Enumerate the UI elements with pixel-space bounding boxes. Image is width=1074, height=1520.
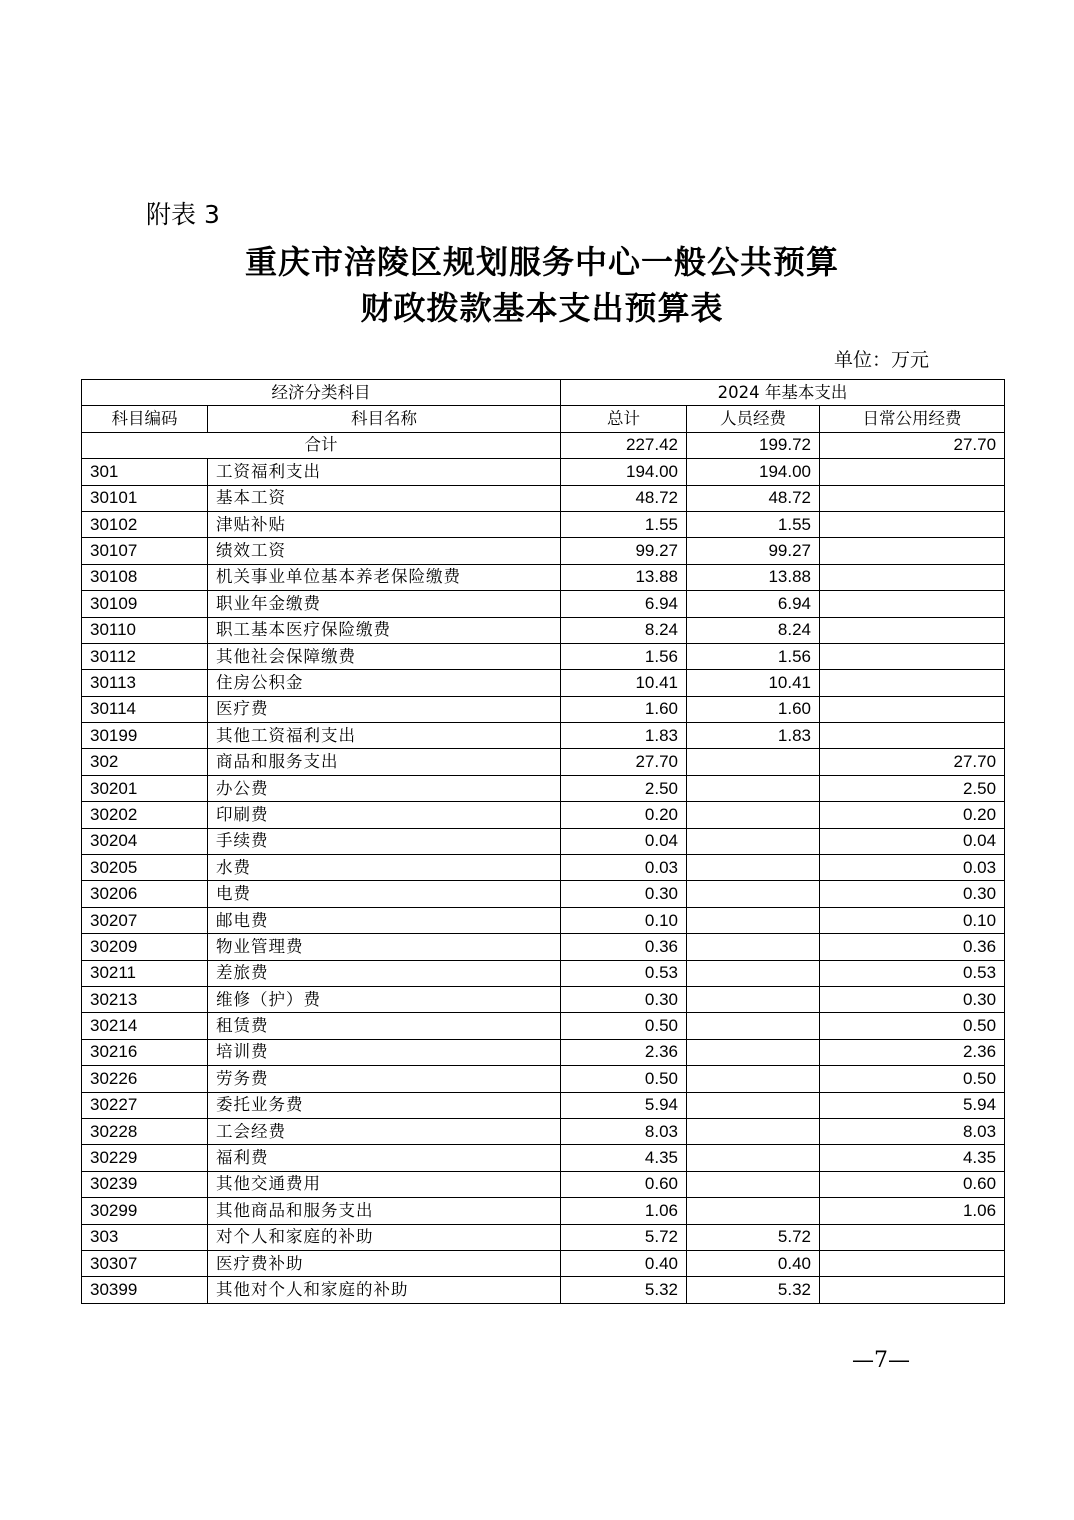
document-title-line-1: 重庆市涪陵区规划服务中心一般公共预算 (244, 243, 839, 281)
row-personnel (687, 775, 820, 801)
row-personnel: 8.24 (687, 617, 820, 643)
row-total: 5.94 (561, 1092, 687, 1118)
page-number: —7— (852, 1348, 910, 1373)
row-total: 0.36 (561, 934, 687, 960)
row-total: 8.24 (561, 617, 687, 643)
row-public: 0.60 (820, 1171, 1005, 1197)
row-code: 30114 (82, 696, 208, 722)
row-public (820, 511, 1005, 537)
table-row (82, 1092, 1005, 1118)
row-total: 0.04 (561, 828, 687, 854)
row-code: 30112 (82, 643, 208, 669)
row-total: 0.50 (561, 1066, 687, 1092)
row-total: 5.32 (561, 1277, 687, 1303)
row-personnel (687, 828, 820, 854)
table-row (82, 1224, 1005, 1250)
row-name: 其他社会保障缴费 (208, 643, 561, 669)
row-name: 其他交通费用 (208, 1171, 561, 1197)
row-total: 1.56 (561, 643, 687, 669)
row-name: 其他对个人和家庭的补助 (208, 1277, 561, 1303)
row-total: 1.60 (561, 696, 687, 722)
table-row (82, 934, 1005, 960)
row-public (820, 723, 1005, 749)
table-row (82, 986, 1005, 1012)
row-public (820, 538, 1005, 564)
row-total: 0.30 (561, 986, 687, 1012)
row-name: 职业年金缴费 (208, 591, 561, 617)
table-row (82, 1145, 1005, 1171)
row-total: 0.03 (561, 855, 687, 881)
row-total: 1.06 (561, 1198, 687, 1224)
row-total: 99.27 (561, 538, 687, 564)
row-name: 水费 (208, 855, 561, 881)
row-personnel (687, 1013, 820, 1039)
row-name: 津贴补贴 (208, 511, 561, 537)
table-row (82, 696, 1005, 722)
row-public (820, 670, 1005, 696)
row-code: 30199 (82, 723, 208, 749)
row-code: 302 (82, 749, 208, 775)
row-personnel (687, 802, 820, 828)
table-row (82, 670, 1005, 696)
table-row (82, 907, 1005, 933)
total-label: 合计 (82, 432, 561, 458)
total-public: 27.70 (820, 432, 1005, 458)
row-total: 0.20 (561, 802, 687, 828)
header-code: 科目编码 (82, 406, 208, 432)
row-public: 0.36 (820, 934, 1005, 960)
header-personnel: 人员经费 (687, 406, 820, 432)
table-row (82, 511, 1005, 537)
table-row (82, 1171, 1005, 1197)
row-total: 0.10 (561, 907, 687, 933)
row-code: 30109 (82, 591, 208, 617)
row-personnel: 99.27 (687, 538, 820, 564)
budget-table (81, 379, 1005, 1304)
row-code: 30229 (82, 1145, 208, 1171)
row-total: 6.94 (561, 591, 687, 617)
table-row (82, 1066, 1005, 1092)
row-code: 30202 (82, 802, 208, 828)
row-code: 30299 (82, 1198, 208, 1224)
row-personnel: 1.55 (687, 511, 820, 537)
row-total: 1.83 (561, 723, 687, 749)
row-personnel: 48.72 (687, 485, 820, 511)
row-code: 30214 (82, 1013, 208, 1039)
row-personnel (687, 1092, 820, 1118)
row-name: 住房公积金 (208, 670, 561, 696)
row-public: 0.50 (820, 1066, 1005, 1092)
row-public: 4.35 (820, 1145, 1005, 1171)
document-title-line-2: 财政拨款基本支出预算表 (360, 289, 724, 327)
row-personnel: 1.56 (687, 643, 820, 669)
row-name: 医疗费 (208, 696, 561, 722)
row-public (820, 459, 1005, 485)
row-name: 租赁费 (208, 1013, 561, 1039)
table-row (82, 723, 1005, 749)
row-name: 职工基本医疗保险缴费 (208, 617, 561, 643)
row-public: 2.36 (820, 1039, 1005, 1065)
row-public: 0.50 (820, 1013, 1005, 1039)
table-row (82, 1198, 1005, 1224)
table-row (82, 1013, 1005, 1039)
row-public (820, 1250, 1005, 1276)
row-public: 0.30 (820, 881, 1005, 907)
row-total: 8.03 (561, 1118, 687, 1144)
row-total: 4.35 (561, 1145, 687, 1171)
row-code: 30307 (82, 1250, 208, 1276)
row-code: 30110 (82, 617, 208, 643)
header-column-row (82, 406, 1005, 432)
row-total: 48.72 (561, 485, 687, 511)
table-row (82, 749, 1005, 775)
row-personnel (687, 934, 820, 960)
row-personnel (687, 1066, 820, 1092)
row-total: 0.53 (561, 960, 687, 986)
row-public: 0.30 (820, 986, 1005, 1012)
row-total: 194.00 (561, 459, 687, 485)
row-code: 30108 (82, 564, 208, 590)
row-name: 其他商品和服务支出 (208, 1198, 561, 1224)
row-total: 2.36 (561, 1039, 687, 1065)
row-public (820, 1224, 1005, 1250)
row-total: 10.41 (561, 670, 687, 696)
row-code: 30113 (82, 670, 208, 696)
table-row (82, 1118, 1005, 1144)
row-public: 0.03 (820, 855, 1005, 881)
row-name: 工会经费 (208, 1118, 561, 1144)
row-total: 0.40 (561, 1250, 687, 1276)
row-personnel (687, 1039, 820, 1065)
header-total: 总计 (561, 406, 687, 432)
row-code: 30201 (82, 775, 208, 801)
row-code: 30107 (82, 538, 208, 564)
table-row (82, 775, 1005, 801)
table-row (82, 828, 1005, 854)
row-personnel (687, 1145, 820, 1171)
table-row (82, 1039, 1005, 1065)
row-public (820, 564, 1005, 590)
row-code: 30206 (82, 881, 208, 907)
row-personnel: 1.83 (687, 723, 820, 749)
row-name: 维修（护）费 (208, 986, 561, 1012)
row-public: 0.20 (820, 802, 1005, 828)
row-public (820, 696, 1005, 722)
row-public: 8.03 (820, 1118, 1005, 1144)
row-code: 30209 (82, 934, 208, 960)
row-public: 0.04 (820, 828, 1005, 854)
table-body (82, 432, 1005, 1303)
row-code: 30399 (82, 1277, 208, 1303)
row-personnel (687, 907, 820, 933)
row-public (820, 485, 1005, 511)
row-personnel: 6.94 (687, 591, 820, 617)
row-name: 其他工资福利支出 (208, 723, 561, 749)
row-personnel (687, 855, 820, 881)
row-public: 5.94 (820, 1092, 1005, 1118)
row-code: 30228 (82, 1118, 208, 1144)
row-name: 邮电费 (208, 907, 561, 933)
row-name: 对个人和家庭的补助 (208, 1224, 561, 1250)
row-name: 物业管理费 (208, 934, 561, 960)
table-row (82, 617, 1005, 643)
row-personnel: 194.00 (687, 459, 820, 485)
row-name: 劳务费 (208, 1066, 561, 1092)
row-code: 30213 (82, 986, 208, 1012)
row-total: 5.72 (561, 1224, 687, 1250)
row-name: 印刷费 (208, 802, 561, 828)
row-public: 0.53 (820, 960, 1005, 986)
row-code: 30211 (82, 960, 208, 986)
row-personnel (687, 960, 820, 986)
header-basic-expenditure: 2024 年基本支出 (561, 380, 1005, 406)
row-name: 绩效工资 (208, 538, 561, 564)
row-personnel (687, 881, 820, 907)
row-total: 1.55 (561, 511, 687, 537)
row-code: 30226 (82, 1066, 208, 1092)
row-personnel: 5.72 (687, 1224, 820, 1250)
row-name: 培训费 (208, 1039, 561, 1065)
table-row (82, 802, 1005, 828)
table-row (82, 1250, 1005, 1276)
row-total: 0.50 (561, 1013, 687, 1039)
row-personnel: 0.40 (687, 1250, 820, 1276)
row-total: 2.50 (561, 775, 687, 801)
row-name: 办公费 (208, 775, 561, 801)
total-personnel: 199.72 (687, 432, 820, 458)
total-row (82, 432, 1005, 458)
row-personnel: 10.41 (687, 670, 820, 696)
row-name: 差旅费 (208, 960, 561, 986)
row-code: 30101 (82, 485, 208, 511)
row-public (820, 591, 1005, 617)
row-code: 30216 (82, 1039, 208, 1065)
table-row (82, 1277, 1005, 1303)
row-public: 1.06 (820, 1198, 1005, 1224)
row-name: 基本工资 (208, 485, 561, 511)
row-public: 27.70 (820, 749, 1005, 775)
table-row (82, 643, 1005, 669)
unit-label: 单位：万元 (834, 349, 930, 371)
row-public: 0.10 (820, 907, 1005, 933)
row-total: 0.30 (561, 881, 687, 907)
row-personnel: 13.88 (687, 564, 820, 590)
row-code: 30102 (82, 511, 208, 537)
table-row (82, 459, 1005, 485)
table-row (82, 485, 1005, 511)
table-row (82, 881, 1005, 907)
row-personnel (687, 1198, 820, 1224)
table-row (82, 538, 1005, 564)
row-code: 303 (82, 1224, 208, 1250)
row-personnel (687, 1118, 820, 1144)
row-code: 30207 (82, 907, 208, 933)
table-row (82, 960, 1005, 986)
row-name: 委托业务费 (208, 1092, 561, 1118)
row-code: 30204 (82, 828, 208, 854)
row-public (820, 643, 1005, 669)
row-total: 27.70 (561, 749, 687, 775)
table-row (82, 591, 1005, 617)
row-personnel (687, 749, 820, 775)
row-public: 2.50 (820, 775, 1005, 801)
row-total: 0.60 (561, 1171, 687, 1197)
row-code: 30239 (82, 1171, 208, 1197)
total-value: 227.42 (561, 432, 687, 458)
row-name: 工资福利支出 (208, 459, 561, 485)
row-name: 机关事业单位基本养老保险缴费 (208, 564, 561, 590)
row-code: 30205 (82, 855, 208, 881)
row-code: 301 (82, 459, 208, 485)
row-name: 商品和服务支出 (208, 749, 561, 775)
header-economic-classification: 经济分类科目 (82, 380, 561, 406)
row-code: 30227 (82, 1092, 208, 1118)
row-name: 手续费 (208, 828, 561, 854)
table-row (82, 855, 1005, 881)
header-group-row (82, 380, 1005, 406)
row-name: 电费 (208, 881, 561, 907)
row-personnel (687, 1171, 820, 1197)
row-personnel: 1.60 (687, 696, 820, 722)
row-personnel: 5.32 (687, 1277, 820, 1303)
row-personnel (687, 986, 820, 1012)
row-name: 福利费 (208, 1145, 561, 1171)
header-public: 日常公用经费 (820, 406, 1005, 432)
header-name: 科目名称 (208, 406, 561, 432)
row-total: 13.88 (561, 564, 687, 590)
row-public (820, 1277, 1005, 1303)
table-row (82, 564, 1005, 590)
row-public (820, 617, 1005, 643)
row-name: 医疗费补助 (208, 1250, 561, 1276)
appendix-label: 附表 3 (146, 200, 220, 229)
